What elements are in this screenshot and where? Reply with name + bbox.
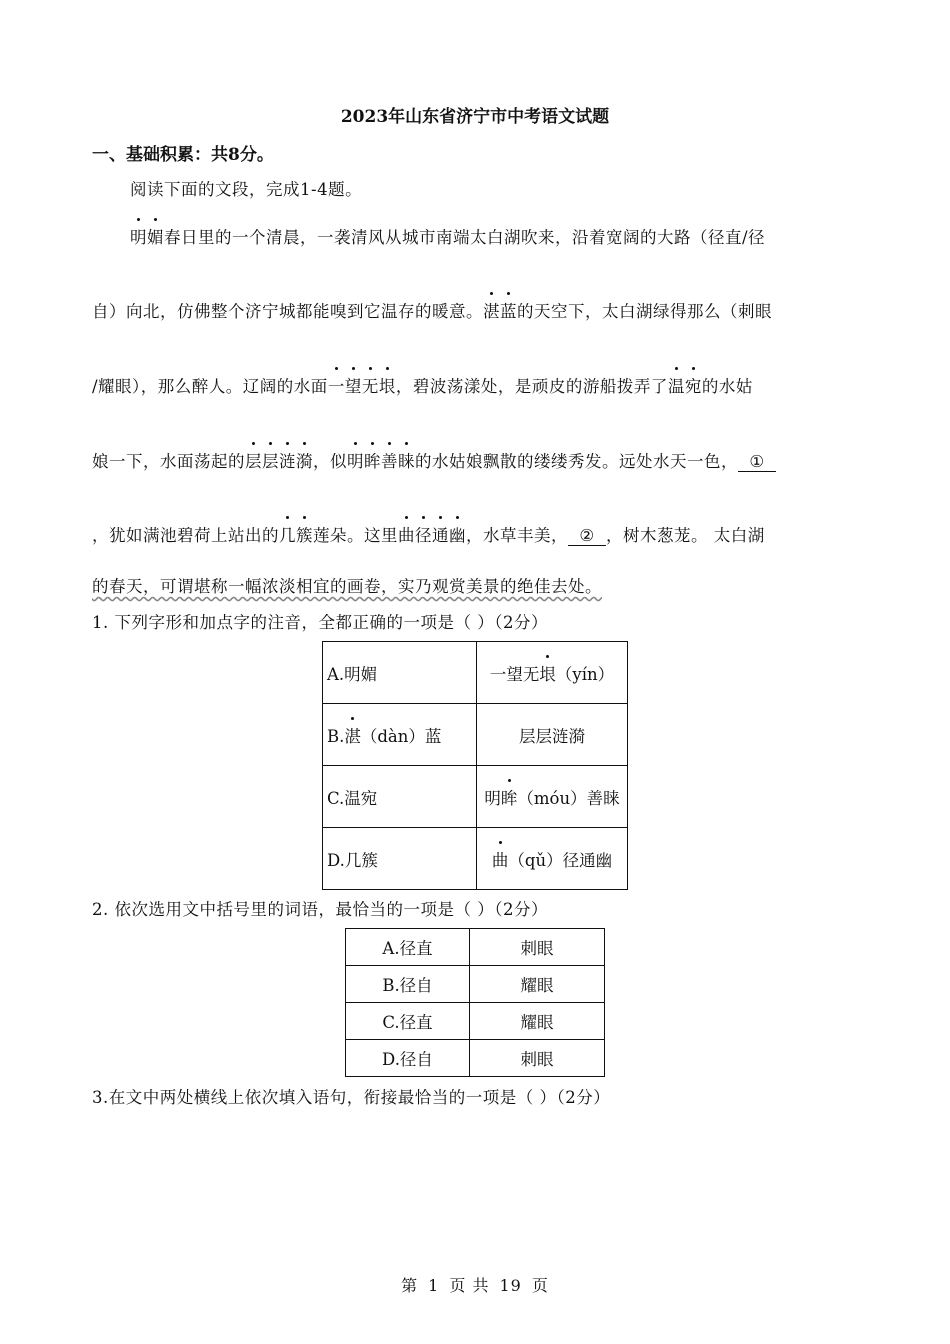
option-b-phrase: 层层涟漪 [477,704,628,766]
text-run: 春日里的一个清晨，一袭清风从城市南端太白湖吹来，沿着宽阔的大路（径直/径 [164,228,766,247]
total-pages: 19 [499,1276,522,1295]
text-run: 娘一下，水面荡起的 [92,452,245,471]
passage-line-1 [130,224,765,248]
text-run: （dàn）蓝 [360,726,442,746]
dotted-char: 垠 [539,661,556,685]
dotted-char: 眸 [501,785,518,809]
dotted-char: 蓝 [500,298,517,322]
option-a-word: A.径直 [346,929,470,966]
text-run: ，水草丰美， [466,526,568,545]
fill-blank-2: ② [568,526,606,546]
option-c-word-2: 耀眼 [470,1003,605,1040]
option-b-word-2: 耀眼 [470,966,605,1003]
page-footer [0,1273,950,1296]
intro-text: 阅读下面的文段，完成1-4题。 [130,180,363,199]
footer-text: 第 [401,1276,419,1295]
dotted-char: 几 [279,522,296,546]
question-1-options-table [322,641,628,890]
option-d-word-2: 刺眼 [470,1040,605,1077]
dotted-char: 媚 [147,224,164,248]
option-d-word: D.径自 [346,1040,470,1077]
fill-blank-1: ① [738,452,776,472]
option-d-phrase [477,828,628,890]
dotted-char: 湛 [483,298,500,322]
text-run: （qǔ）径通幽 [508,850,613,870]
dotted-char: 无 [362,373,379,397]
text-run: ，犹如满池碧荷上站出的 [92,526,279,545]
dotted-char: 睐 [398,448,415,472]
text-run: 莲朵。这里 [313,526,398,545]
option-c-word: C.径直 [346,1003,470,1040]
text-run: 的天空下，太白湖绿得那么（刺眼 [517,302,772,321]
text-run: 一望无 [489,664,540,684]
dotted-char: 曲 [492,847,509,871]
dotted-char: 明 [347,448,364,472]
dotted-char: 幽 [449,522,466,546]
dotted-char: 曲 [398,522,415,546]
question-2: 2. 依次选用文中括号里的词语，最恰当的一项是（ ）（2分） [92,900,548,919]
passage-line-5 [92,522,765,546]
passage-line-2 [92,298,772,322]
dotted-char: 簇 [296,522,313,546]
dotted-char: 径 [415,522,432,546]
passage-line-6: 的春天，可谓堪称一幅浓淡相宜的画卷，实乃观赏美景的绝佳去处。 [92,577,602,596]
page-title: 2023年山东省济宁市中考语文试题 [340,107,610,127]
text-run: 的水姑娘飘散的缕缕秀发。远处水天一色， [415,452,738,471]
option-a-word: A.明媚 [323,642,477,704]
footer-text: 页 [531,1276,549,1295]
text-run: 的水姑 [701,377,753,396]
dotted-char: 层 [262,448,279,472]
option-b-word [323,704,477,766]
text-run: （yín） [555,664,615,684]
option-c-phrase [477,766,628,828]
option-d-word: D.几簇 [323,828,477,890]
option-a-word-2: 刺眼 [470,929,605,966]
dotted-char: 湛 [344,723,361,747]
dotted-char: 涟 [279,448,296,472]
question-2-options-table [345,928,605,1077]
question-3: 3.在文中两处横线上依次填入语句，衔接最恰当的一项是（ ）（2分） [92,1088,611,1107]
option-a-phrase [477,642,628,704]
passage-line-4 [92,448,776,472]
option-b-word: B.径自 [346,966,470,1003]
dotted-char: 温 [668,373,685,397]
dotted-char: 望 [345,373,362,397]
section-heading: 一、基础积累：共8分。 [92,145,274,165]
dotted-char: 宛 [685,373,702,397]
question-1: 1. 下列字形和加点字的注音，全都正确的一项是（ ）（2分） [92,613,548,632]
dotted-char: 眸 [364,448,381,472]
text-run: ，树木葱茏。 太白湖 [606,526,765,545]
text-run: B. [327,726,345,746]
dotted-char: 善 [381,448,398,472]
footer-text: 页 共 [449,1276,490,1295]
dotted-char: 通 [432,522,449,546]
dotted-char: 垠 [379,373,396,397]
dotted-char: 明 [130,224,147,248]
option-c-word: C.温宛 [323,766,477,828]
text-run: 明 [484,788,501,808]
passage-line-3 [92,373,753,397]
text-run: 自）向北，仿佛整个济宁城都能嗅到它温存的暖意。 [92,302,483,321]
text-run: /耀眼），那么醉人。辽阔的水面 [92,377,328,396]
dotted-char: 层 [245,448,262,472]
dotted-char: 漪 [296,448,313,472]
dotted-char: 一 [328,373,345,397]
text-run: ，碧波荡漾处，是顽皮的游船拨弄了 [395,377,668,396]
page-number: 1 [428,1276,440,1295]
text-run: （móu）善睐 [517,788,620,808]
text-run: ，似 [313,452,347,471]
